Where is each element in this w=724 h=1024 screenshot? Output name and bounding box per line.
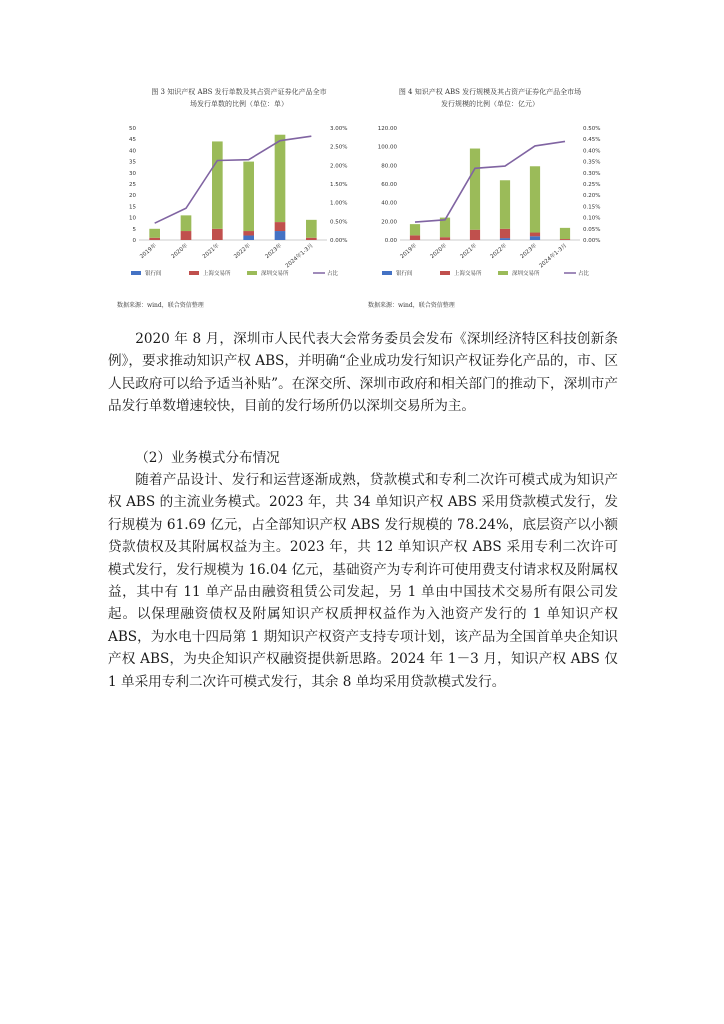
right-axis-tick-label: 0.45% — [583, 137, 601, 144]
x-axis-tick-label: 2020年 — [170, 242, 190, 261]
right-axis-tick-label: 0.05% — [583, 226, 601, 233]
right-axis-tick-label: 0.50% — [583, 126, 601, 132]
left-axis-tick-label: 40 — [129, 148, 136, 155]
bar-segment — [530, 166, 540, 232]
bar-segment — [500, 180, 510, 229]
x-axis-tick-label: 2022年 — [489, 242, 509, 261]
bar-segment — [149, 229, 160, 238]
x-axis-tick-label: 2021年 — [201, 242, 221, 261]
left-axis-tick-label: 10 — [129, 215, 136, 222]
legend-label: 上海交易所 — [454, 271, 482, 277]
bar-segment — [181, 231, 192, 240]
bar-segment — [530, 233, 540, 237]
legend-label: 占比 — [327, 271, 339, 277]
bar-segment — [149, 238, 160, 240]
bar-segment — [560, 228, 570, 239]
left-axis-tick-label: 100.00 — [377, 144, 397, 151]
legend-label: 银行间 — [396, 271, 413, 277]
legend-swatch — [440, 271, 450, 275]
left-axis-tick-label: 20 — [129, 193, 136, 200]
x-axis-tick-label: 2019年 — [399, 242, 419, 261]
x-axis-tick-label: 2023年 — [519, 242, 539, 261]
legend-swatch — [131, 271, 141, 275]
right-axis-tick-label: 0.40% — [583, 148, 601, 155]
left-axis-tick-label: 120.00 — [377, 126, 397, 132]
x-axis-tick-label: 2023年 — [264, 242, 284, 261]
right-axis-tick-label: 2.00% — [330, 163, 348, 170]
figure-4 — [368, 86, 612, 280]
bar-segment — [181, 215, 192, 231]
bar-segment — [275, 135, 286, 222]
x-axis-tick-label: 2024年1-3月 — [284, 242, 315, 270]
right-axis-tick-label: 0.10% — [583, 215, 601, 222]
figure-3-chart — [117, 110, 361, 280]
figure-4-chart — [368, 110, 612, 280]
bar-segment — [275, 222, 286, 231]
bar-segment — [470, 230, 480, 240]
left-axis-tick-label: 80.00 — [381, 163, 397, 170]
bar-segment — [530, 236, 540, 240]
bar-segment — [306, 220, 317, 238]
left-axis-tick-label: 35 — [129, 159, 136, 166]
paragraph-2: 随着产品设计、发行和运营逐渐成熟，贷款模式和专利二次许可模式成为知识产权 ABS 的主流业务模式。2023 年，共 34 单知识产权 ABS 采用贷款模式发行，发行规模为 61.69 亿元，占全部知识产权 ABS 发行规模的 78.24%，底层资产以小额贷款债权及其附属权益为主。2023 年，共 12 单知识产权 ABS 采用专利二次许可模式发行，发行规模为 16.04 亿元，基础资产为专利许可使用费支付请求权及附属权益，其中有 11 单产品由融资租赁公司发起，另 1 单由中国技术交易所有限公司发起。以保理融资债权及附属知识产权质押权益作为入池资产发行的 1 单知识产权 ABS，为水电十四局第 1 期知识产权资产支持专项计划，该产品为全国首单央企知识产权 ABS，为央企知识产权融资提供新思路。2024 年 1－3 月，知识产权 ABS 仅 1 单采用专利二次许可模式发行，其余 8 单均采用贷款模式发行。 — [108, 472, 618, 690]
bar-segment — [410, 235, 420, 240]
bar-segment — [410, 224, 420, 235]
figure-3 — [117, 86, 361, 280]
bar-segment — [212, 141, 223, 228]
x-axis-tick-label: 2019年 — [139, 242, 158, 261]
x-axis-tick-label: 2020年 — [429, 242, 449, 261]
right-axis-tick-label: 1.00% — [330, 200, 348, 207]
paragraph-1: 2020 年 8 月，深圳市人民代表大会常务委员会发布《深圳经济特区科技创新条例》，要求推动知识产权 ABS，并明确“企业成功发行知识产权证券化产品的，市、区人民政府可以给予适当补贴”。在深交所、深圳市政府和相关部门的推动下，深圳市产品发行单数增速较快，目前的发行场所仍以深圳交易所为主。 — [108, 331, 618, 415]
x-axis-tick-label: 2022年 — [233, 242, 252, 261]
right-axis-tick-label: 0.00% — [583, 238, 601, 244]
legend-label: 深圳交易所 — [261, 271, 289, 277]
legend-label: 占比 — [578, 271, 590, 277]
x-axis-tick-label: 2024年1-3月 — [538, 242, 569, 270]
legend-swatch — [189, 271, 199, 275]
legend-swatch — [382, 271, 392, 275]
right-axis-tick-label: 0.20% — [583, 193, 601, 200]
figure-3-title-line1: 图 3 知识产权 ABS 发行单数及其占资产证券化产品全市 — [151, 88, 327, 96]
section-heading: （2）业务模式分布情况 — [135, 450, 280, 466]
right-axis-tick-label: 0.00% — [330, 238, 348, 244]
left-axis-tick-label: 40.00 — [381, 200, 397, 207]
legend-swatch — [498, 271, 508, 275]
right-axis-tick-label: 0.25% — [583, 182, 601, 188]
bar-segment — [243, 162, 254, 231]
figure-3-source: 数据来源：wind，联合资信整理 — [117, 302, 204, 309]
ratio-line — [155, 136, 312, 223]
legend-swatch — [247, 271, 257, 275]
bar-segment — [440, 237, 450, 240]
bar-segment — [306, 238, 317, 240]
bar-segment — [243, 231, 254, 235]
right-axis-tick-label: 0.15% — [583, 204, 601, 211]
right-axis-tick-label: 1.50% — [330, 182, 348, 188]
bar-segment — [470, 149, 480, 230]
bar-segment — [500, 229, 510, 238]
left-axis-tick-label: 0 — [132, 238, 136, 244]
bar-segment — [212, 229, 223, 240]
left-axis-tick-label: 60.00 — [381, 182, 397, 188]
legend-label: 银行间 — [145, 271, 162, 277]
legend-label: 上海交易所 — [203, 271, 231, 277]
left-axis-tick-label: 30 — [129, 170, 136, 177]
x-axis-tick-label: 2021年 — [459, 242, 479, 261]
right-axis-tick-label: 0.50% — [330, 219, 348, 226]
bar-segment — [560, 239, 570, 240]
right-axis-tick-label: 2.50% — [330, 144, 348, 151]
left-axis-tick-label: 5 — [132, 226, 136, 233]
left-axis-tick-label: 20.00 — [381, 219, 397, 226]
figure-4-source: 数据来源：wind，联合资信整理 — [368, 302, 455, 309]
ratio-line — [415, 141, 565, 222]
left-axis-tick-label: 25 — [129, 182, 136, 188]
bar-segment — [500, 238, 510, 240]
left-axis-tick-label: 0.00 — [384, 238, 397, 244]
right-axis-tick-label: 0.35% — [583, 159, 601, 166]
figure-4-title-line1: 图 4 知识产权 ABS 发行规模及其占资产证券化产品全市场 — [398, 88, 582, 96]
left-axis-tick-label: 50 — [129, 126, 136, 132]
figure-4-title-line2: 发行规模的比例（单位：亿元） — [441, 100, 539, 108]
right-axis-tick-label: 3.00% — [330, 126, 348, 132]
left-axis-tick-label: 15 — [129, 204, 136, 211]
bar-segment — [275, 231, 286, 240]
bar-segment — [243, 236, 254, 240]
figure-3-title-line2: 场发行单数的比例（单位：单） — [190, 100, 288, 108]
legend-label: 深圳交易所 — [512, 271, 540, 277]
left-axis-tick-label: 45 — [129, 137, 136, 144]
right-axis-tick-label: 0.30% — [583, 170, 601, 177]
